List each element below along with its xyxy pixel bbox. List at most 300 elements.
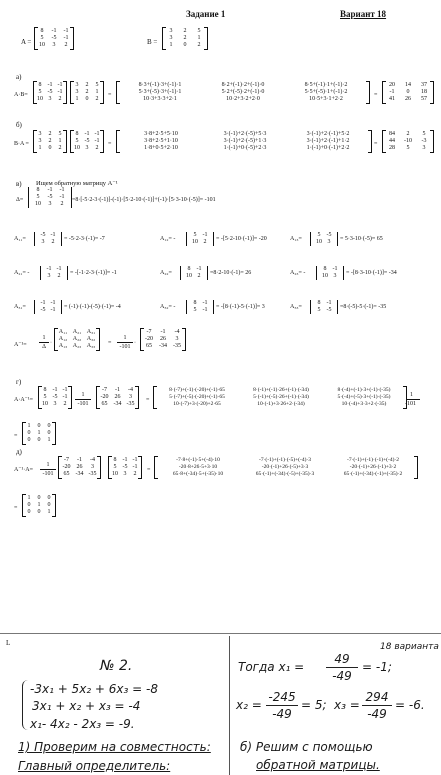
ba-expr-cell: 3·8+2·5+5·10 <box>144 131 178 137</box>
ba-result-cell: 84 <box>389 131 395 137</box>
x2-num: -245 <box>268 690 296 704</box>
adj-cell: A₂₃ <box>72 343 82 349</box>
ab-result-cell: 0 <box>406 89 410 95</box>
minor-cell: -1 <box>46 266 52 272</box>
a-cell: -1 <box>62 387 68 393</box>
det-cell: -5 <box>47 194 53 200</box>
b-cell: 2 <box>95 96 99 102</box>
ab-result-cell: 57 <box>421 96 427 102</box>
identity-cell: 0 <box>27 502 31 508</box>
minor-cell: 8 <box>187 266 191 272</box>
minor-cell: -5 <box>326 232 332 238</box>
check2-expr-cell: -7·(-1)+(-1)·(-1)+(-4)·2 <box>346 457 399 463</box>
ba-result-cell: 44 <box>389 138 395 144</box>
ba-result-cell: 5 <box>422 131 426 137</box>
a-cell: -5 <box>47 89 53 95</box>
inverse-label: A⁻¹= <box>14 342 27 348</box>
b-cell: 3 <box>75 89 79 95</box>
det-cell: 3 <box>48 201 52 207</box>
minor-cell: 2 <box>203 239 207 245</box>
cofactor-minor <box>180 266 208 280</box>
check2-expr-cell: -20·(-1)+26·(-1)+3·2 <box>349 464 397 470</box>
system-eq-3: x₁- 4x₂ - 2x₃ = -9. <box>30 717 135 731</box>
cofactor-name: A₁₃= <box>290 236 302 242</box>
ab-expr-cell: 5·5+(-5)·1+(-1)·2 <box>304 89 348 95</box>
ab-expr-cell: 10·2+3·2+2·0 <box>226 96 260 102</box>
minor-cell: 8 <box>317 300 321 306</box>
column-divider <box>229 636 230 775</box>
matrix-b <box>162 28 208 49</box>
adj-cell: A₃₃ <box>86 343 96 349</box>
adj-cell: A₃₁ <box>86 329 96 335</box>
inv-cell: -1 <box>115 387 120 393</box>
cofactor-equation: = -[5·2-10·(-1)]= -20 <box>216 236 267 242</box>
x2-label: x₂ = <box>236 698 262 712</box>
a-cell: 2 <box>58 96 62 102</box>
check2-expr-cell: 65·(-1)+(-34)·(-5)+(-35)·3 <box>255 471 315 477</box>
x1-den: -49 <box>332 669 352 683</box>
cofactor-equation: =8·(-5)-5·(-1)= -35 <box>340 304 387 310</box>
a-cell: -1 <box>94 131 100 137</box>
minor-cell: -1 <box>202 300 208 306</box>
ba-result-cell: 3 <box>422 145 426 151</box>
det-cell: -1 <box>59 194 65 200</box>
ba-matrix-b <box>33 131 67 152</box>
a-cell: -5 <box>52 394 58 400</box>
b-cell: 3 <box>169 28 173 34</box>
inv-cell: 65 <box>146 343 152 349</box>
a-cell: -1 <box>62 394 68 400</box>
minor-cell: -1 <box>50 307 56 313</box>
adj-cell: A₁₃ <box>58 343 68 349</box>
inv-cell: 3 <box>175 336 179 342</box>
label-b: B = <box>147 38 158 46</box>
b-cell: 2 <box>48 138 52 144</box>
minor-cell: -1 <box>202 232 208 238</box>
a-cell: 8 <box>43 387 47 393</box>
a-cell: -1 <box>94 138 100 144</box>
matrix-a <box>34 28 74 49</box>
ba-result-matrix <box>382 131 434 152</box>
inverse-coef-den: -101 <box>119 344 131 350</box>
inv-cell: -34 <box>75 471 84 477</box>
cofactor-minor <box>310 232 338 246</box>
b-cell: 5 <box>95 82 99 88</box>
a-cell: -1 <box>132 464 138 470</box>
b-cell: 2 <box>85 82 89 88</box>
check2-expr-cell: -20·8+26·5+3·10 <box>178 464 218 470</box>
ba-result-cell: -3 <box>421 138 427 144</box>
a-cell: -5 <box>84 138 90 144</box>
task-number: № 2. <box>100 658 133 674</box>
inv-cell: 65 <box>63 471 70 477</box>
b-cell: 2 <box>183 35 187 41</box>
minor-cell: -1 <box>202 307 208 313</box>
cofactor-equation: =8·2-10·(-1)= 26 <box>210 270 252 276</box>
cofactor-name: A₁₂= - <box>160 236 176 242</box>
a-cell: 5 <box>40 35 44 41</box>
b-cell: 5 <box>58 131 62 137</box>
ba-label: B·A = <box>14 141 29 147</box>
ab-matrix-a <box>33 82 67 103</box>
det-cell: -1 <box>59 187 65 193</box>
inv-cell: -35 <box>126 401 135 407</box>
adj-cell: A₁₂ <box>58 336 68 342</box>
step-2: б) Решим с помощью <box>240 740 373 754</box>
a-cell: -1 <box>63 35 69 41</box>
check1-expr-cell: 5·(-1)+(-5)·26+(-1)·(-34) <box>253 394 309 400</box>
det-cell: 10 <box>35 201 41 207</box>
step-2b: обратной матрицы. <box>256 758 380 772</box>
b-cell: 2 <box>48 131 52 137</box>
x3-num: 294 <box>365 690 389 704</box>
adj-cell: A₂₂ <box>72 336 82 342</box>
ba-expr-cell: 1·(-1)+0·(-5)+2·3 <box>223 145 267 151</box>
minor-cell: -5 <box>326 307 332 313</box>
identity-cell: 0 <box>47 423 51 429</box>
inv-cell: -34 <box>159 343 167 349</box>
cofactor-minor <box>40 266 68 280</box>
cofactor-equation: = -[-1·2-3·(-1)]= -1 <box>70 270 117 276</box>
inv-cell: 26 <box>76 464 83 470</box>
check1-expr-cell: 5·(-4)+(-5)·3+(-1)·(-35) <box>337 394 391 400</box>
identity-cell: 0 <box>47 430 51 436</box>
x1-num: 49 <box>334 652 350 666</box>
minor-cell: 3 <box>41 239 45 245</box>
identity-cell: 0 <box>47 495 51 501</box>
a-cell: -1 <box>52 387 58 393</box>
part-d-label: д) <box>16 448 22 456</box>
identity-matrix-2 <box>22 495 56 516</box>
check1-expression-matrix <box>153 387 407 408</box>
minor-cell: 10 <box>192 239 198 245</box>
page2-corner-note: 18 варианта <box>380 642 439 652</box>
a-cell: 5 <box>43 394 47 400</box>
a-cell: -5 <box>122 464 128 470</box>
a-cell: 2 <box>133 471 137 477</box>
ab-result-matrix <box>382 82 434 103</box>
cofactor-equation: = 5·3-10·(-5)= 65 <box>340 236 383 242</box>
det-cell: -1 <box>47 187 53 193</box>
ab-result-cell: 41 <box>389 96 395 102</box>
a-cell: 10 <box>112 471 118 477</box>
det-cell: 8 <box>36 187 40 193</box>
det-cell: 5 <box>36 194 40 200</box>
minor-cell: 3 <box>327 239 331 245</box>
cofactor-name: A₁₁= <box>14 236 26 242</box>
b-cell: 2 <box>85 89 89 95</box>
identity-cell: 0 <box>37 495 41 501</box>
a-cell: -5 <box>51 35 57 41</box>
a-cell: -1 <box>57 89 63 95</box>
b-cell: 3 <box>169 35 173 41</box>
label-a: A = <box>21 38 32 46</box>
inv-cell: -20 <box>62 464 71 470</box>
identity-cell: 1 <box>27 423 31 429</box>
inv-cell: -34 <box>113 401 122 407</box>
check1-matrix-inv <box>96 387 139 408</box>
ab-expr-cell: 8·2+(-1)·2+(-1)·0 <box>221 82 265 88</box>
inv-cell: 26 <box>160 336 166 342</box>
inverse-values <box>140 329 186 350</box>
identity-cell: 0 <box>37 437 41 443</box>
page-divider <box>0 633 441 634</box>
ab-expr-cell: 5·3+(-5)·3+(-1)·1 <box>138 89 182 95</box>
minor-cell: 5 <box>317 232 321 238</box>
part-v-label: в) <box>16 180 22 188</box>
inv-cell: -1 <box>160 329 166 335</box>
ab-expression-matrix <box>116 82 370 103</box>
frac-num: 1 <box>42 335 46 341</box>
inv-cell: 3 <box>91 464 94 470</box>
check1-expr-cell: 10·(-7)+3·(-20)+2·65 <box>173 401 221 407</box>
ab-matrix-b <box>70 82 104 103</box>
a-cell: -1 <box>84 131 90 137</box>
ab-result-cell: 26 <box>405 96 411 102</box>
ab-result-cell: 37 <box>421 82 427 88</box>
x2-result: = 5; <box>301 698 327 712</box>
check1-expr-cell: 5·(-7)+(-5)·(-20)+(-1)·65 <box>169 394 225 400</box>
b-cell: 2 <box>197 42 201 48</box>
minor-cell: 3 <box>333 273 337 279</box>
cofactor-equation: = -[8·(-1)-5·(-1)]= 3 <box>216 304 265 310</box>
adjugate-symbolic <box>54 329 100 350</box>
ba-result-cell: 2 <box>406 131 410 137</box>
check2-expr-cell: -20·(-1)+26·(-5)+3·3 <box>261 464 309 470</box>
ba-expr-cell: 3·(-1)+2·(-5)+1·3 <box>223 138 267 144</box>
ba-matrix-a <box>70 131 104 152</box>
ba-expr-cell: 1·8+0·5+2·10 <box>144 145 178 151</box>
inv-cell: -35 <box>88 471 97 477</box>
cofactor-minor <box>186 232 214 246</box>
minor-cell: -1 <box>40 300 46 306</box>
check2-expression-matrix <box>154 457 418 478</box>
b-cell: 1 <box>169 42 173 48</box>
frac-den: Δ <box>42 344 46 350</box>
adj-cell: A₂₁ <box>72 329 82 335</box>
a-cell: -1 <box>47 82 53 88</box>
inv-cell: -7 <box>64 457 69 463</box>
part-a-label: а) <box>16 73 22 81</box>
a-cell: 2 <box>64 42 68 48</box>
b-cell: 3 <box>38 138 42 144</box>
ba-expr-cell: 3·8+2·5+1·10 <box>144 138 178 144</box>
a-cell: -1 <box>63 28 69 34</box>
b-cell: 1 <box>58 138 62 144</box>
ab-result-cell: 14 <box>405 82 411 88</box>
identity-cell: 1 <box>27 495 31 501</box>
a-cell: 8 <box>40 28 44 34</box>
minor-cell: 5 <box>193 307 197 313</box>
check2-expr-cell: 65·8+(-34)·5+(-35)·10 <box>172 471 224 477</box>
adj-cell: A₃₂ <box>86 336 96 342</box>
b-cell: 1 <box>75 96 79 102</box>
identity-cell: 0 <box>27 437 31 443</box>
cofactor-name: A₂₃= - <box>290 270 306 276</box>
inv-cell: 3 <box>129 394 132 400</box>
minor-cell: -5 <box>40 232 46 238</box>
cofactor-minor <box>34 232 62 246</box>
check2-label: A⁻¹·A= <box>14 467 34 473</box>
minor-cell: 3 <box>47 273 51 279</box>
minor-cell: 5 <box>193 232 197 238</box>
step-1b: Главный определитель: <box>18 759 171 773</box>
cofactor-name: A₃₂= - <box>160 304 176 310</box>
check1-expr-cell: 10·(-1)+3·26+2·(-34) <box>257 401 305 407</box>
a-cell: 3 <box>53 401 57 407</box>
determinant-matrix <box>28 187 72 208</box>
identity-cell: 0 <box>37 423 41 429</box>
check2-expr-cell: -7·8+(-1)·5+(-4)·10 <box>176 457 220 463</box>
x1-result: = -1; <box>362 660 392 674</box>
ba-expr-cell: 3·(-1)+2·(-5)+5·3 <box>223 131 267 137</box>
check1-tail: -101 <box>405 401 416 407</box>
cofactor-name: A₂₁= - <box>14 270 30 276</box>
ab-expr-cell: 10·3+3·3+2·1 <box>143 96 177 102</box>
a-cell: 5 <box>75 138 79 144</box>
a-cell: -1 <box>51 28 57 34</box>
ab-label: A·B= <box>14 92 28 98</box>
a-cell: 10 <box>37 96 43 102</box>
ba-expression-matrix <box>116 131 372 152</box>
b-cell: 5 <box>197 28 201 34</box>
ab-expr-cell: 8·3+(-1)·3+(-1)·1 <box>138 82 182 88</box>
a-cell: 3 <box>123 471 127 477</box>
cofactor-equation: = -5·2-3·(-1)= -7 <box>64 236 105 242</box>
identity-cell: 1 <box>37 502 41 508</box>
minor-cell: -1 <box>50 232 56 238</box>
ab-result-cell: -1 <box>389 89 395 95</box>
b-cell: 3 <box>75 82 79 88</box>
cofactor-minor <box>316 266 344 280</box>
check1-expr-cell: 10·(-4)+3·3+2·(-35) <box>341 401 387 407</box>
check1-expr-cell: 8·(-7)+(-1)·(-20)+(-1)·65 <box>169 387 225 393</box>
a-cell: -1 <box>132 457 138 463</box>
b-cell: 0 <box>85 96 89 102</box>
b-cell: 3 <box>38 131 42 137</box>
check2-expr-cell: -7·(-1)+(-1)·(-5)+(-4)·3 <box>258 457 311 463</box>
a-cell: 10 <box>42 401 48 407</box>
identity-cell: 1 <box>47 437 51 443</box>
a-cell: 8 <box>75 131 79 137</box>
identity-matrix-1 <box>22 423 56 444</box>
ab-result-cell: 20 <box>389 82 395 88</box>
find-inverse-text: Ищем обратную матрицу A⁻¹ <box>36 180 118 187</box>
b-cell: 0 <box>183 42 187 48</box>
determinant-expression: =8·[-5·2-3·(-1)]-(-1)·[5·2-10·(-1)]+(-1)·[5·3-10·(-5)]= -101 <box>72 197 216 203</box>
ba-result-cell: 5 <box>406 145 410 151</box>
part-b-label: б) <box>16 121 22 129</box>
b-cell: 0 <box>48 145 52 151</box>
system-eq-2: 3x₁ + x₂ + x₃ = -4 <box>32 699 141 713</box>
check2-expr-cell: 65·(-1)+(-34)·(-1)+(-35)·2 <box>343 471 403 477</box>
step-1: 1) Проверим на совместность: <box>18 740 211 754</box>
minor-cell: -1 <box>50 300 56 306</box>
assignment-title: Задание 1 <box>186 9 226 19</box>
cofactor-equation: = -[8·3-10·(-1)]= -34 <box>346 270 397 276</box>
cofactor-name: A₂₂= <box>160 270 172 276</box>
then-x1-label: Тогда x₁ = <box>238 660 305 674</box>
a-cell: -1 <box>122 457 128 463</box>
minor-cell: -1 <box>326 300 332 306</box>
check2-matrix-inv <box>58 457 101 478</box>
b-cell: 2 <box>183 28 187 34</box>
minor-cell: 5 <box>317 307 321 313</box>
x3-den: -49 <box>367 707 387 721</box>
b-cell: 1 <box>197 35 201 41</box>
cofactor-minor <box>310 300 338 314</box>
minor-cell: 8 <box>193 300 197 306</box>
inv-cell: -20 <box>100 394 109 400</box>
system-brace <box>22 680 28 730</box>
ba-expr-cell: 1·(-1)+0·(-1)+2·2 <box>306 145 350 151</box>
a-cell: 8 <box>38 82 42 88</box>
identity-cell: 0 <box>37 509 41 515</box>
check1-matrix-a <box>38 387 72 408</box>
a-cell: 10 <box>39 42 45 48</box>
a-cell: 3 <box>52 42 56 48</box>
ab-expr-cell: 5·2+(-5)·2+(-1)·0 <box>221 89 265 95</box>
det-cell: 2 <box>60 201 64 207</box>
a-cell: 5 <box>38 89 42 95</box>
minor-cell: 10 <box>186 273 192 279</box>
identity-cell: 1 <box>47 509 51 515</box>
inv-cell: -4 <box>90 457 95 463</box>
cofactor-name: A₃₃= <box>290 304 302 310</box>
minor-cell: 10 <box>316 239 322 245</box>
a-cell: 10 <box>74 145 80 151</box>
cofactor-equation: = (-1)·(-1)-(-5)·(-1)= -4 <box>64 304 121 310</box>
inv-cell: -7 <box>146 329 152 335</box>
part-g-label: г) <box>16 378 22 386</box>
minor-cell: -1 <box>56 266 62 272</box>
identity-cell: 0 <box>27 509 31 515</box>
ba-result-cell: -10 <box>404 138 412 144</box>
ab-expr-cell: 10·5+3·1+2·2 <box>309 96 343 102</box>
inv-cell: -20 <box>145 336 153 342</box>
identity-cell: 1 <box>37 430 41 436</box>
x3-result: = -6. <box>395 698 425 712</box>
check1-label: A·A⁻¹= <box>14 397 34 403</box>
ab-expr-cell: 8·5+(-1)·1+(-1)·2 <box>304 82 348 88</box>
inv-cell: -7 <box>102 387 107 393</box>
ba-result-cell: 28 <box>389 145 395 151</box>
check1-expr-cell: 8·(-1)+(-1)·26+(-1)·(-34) <box>253 387 309 393</box>
a-cell: 2 <box>63 401 67 407</box>
a-cell: -1 <box>57 82 63 88</box>
check2-matrix-a <box>108 457 142 478</box>
cofactor-minor <box>34 300 62 314</box>
cofactor-minor <box>186 300 214 314</box>
ba-expr-cell: 3·(-1)+2·(-1)+5·2 <box>306 131 350 137</box>
inv-cell: -1 <box>77 457 82 463</box>
minor-cell: -5 <box>40 307 46 313</box>
b-cell: 2 <box>58 145 62 151</box>
variant-label: Вариант 18 <box>340 9 387 19</box>
adj-cell: A₁₁ <box>58 329 68 335</box>
minor-cell: 8 <box>323 266 327 272</box>
minor-cell: 2 <box>197 273 201 279</box>
system-eq-1: -3x₁ + 5x₂ + 6x₃ = -8 <box>30 682 158 696</box>
inv-cell: -4 <box>174 329 180 335</box>
a-cell: 5 <box>113 464 117 470</box>
minor-cell: -1 <box>196 266 202 272</box>
check1-expr-cell: 8·(-4)+(-1)·3+(-1)·(-35) <box>337 387 391 393</box>
a-cell: 8 <box>113 457 117 463</box>
minor-cell: 2 <box>51 239 55 245</box>
cofactor-name: A₃₁= <box>14 304 26 310</box>
a-cell: 2 <box>95 145 99 151</box>
